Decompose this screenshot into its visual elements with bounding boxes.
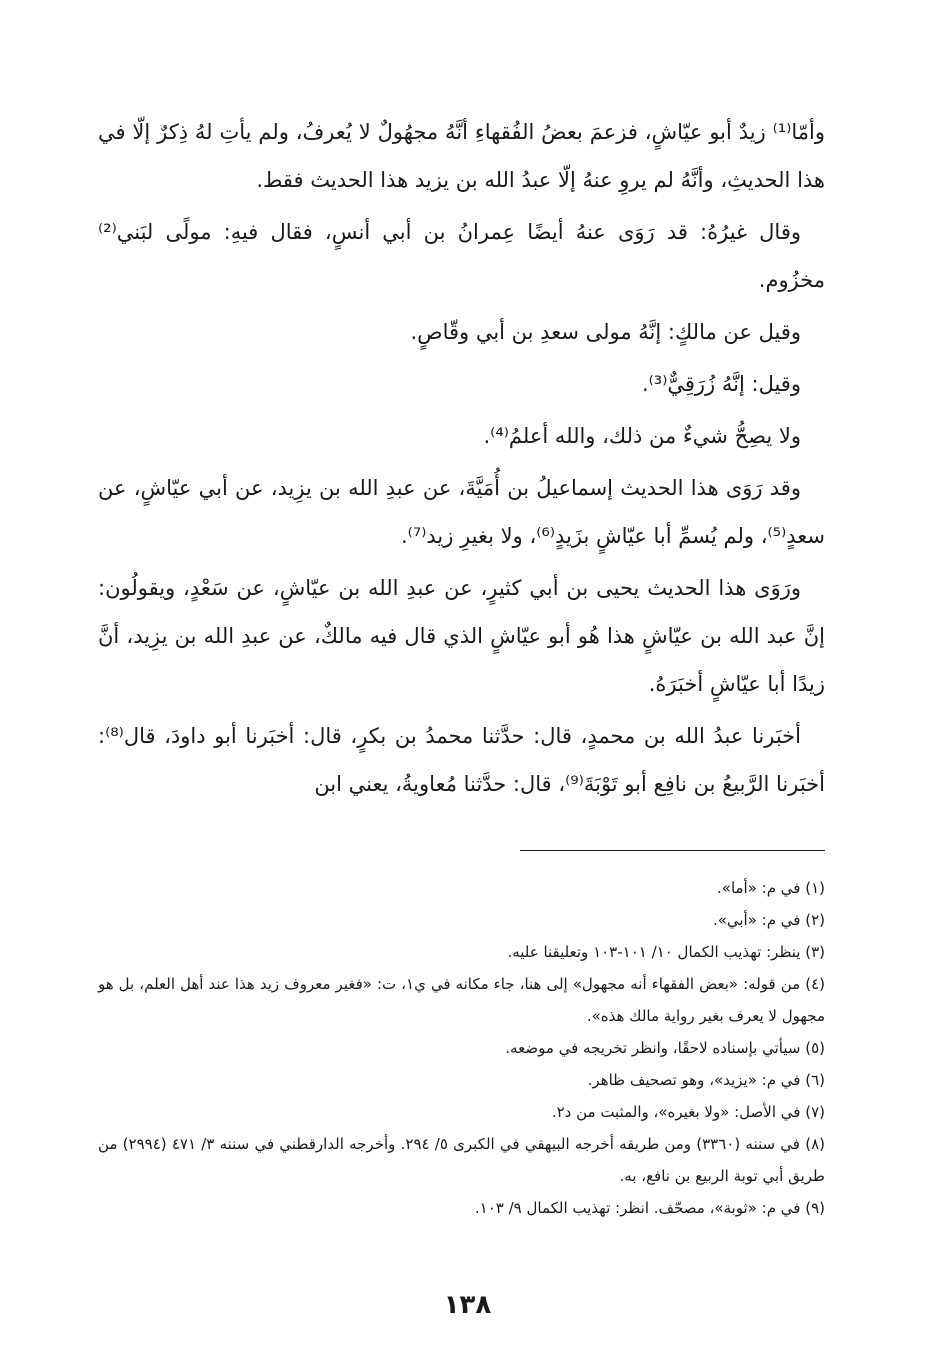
footnote: (٦) في م: «يزيد»، وهو تصحيف ظاهر. (587, 1071, 825, 1089)
footnote-separator (520, 850, 825, 851)
paragraph: ولا يصِحُّ شيءٌ من ذلك، والله أعلمُ⁽⁴⁾. (483, 424, 801, 448)
paragraph: وأمّا⁽¹⁾ زيدٌ أبو عيّاشٍ، فزعمَ بعضُ الفُقهاءِ أنَّهُ مجهُولٌ لا يُعرفُ، ولم يأتِ لهُ ذِكرٌ إلّا في هذا الحديثِ، وأنَّهُ لم يروِ عنهُ إلّا عبدُ الله بن يزيد هذا الحديث فقط. (98, 120, 825, 192)
footnote: (٧) في الأصل: «ولا بغيره»، والمثبت من د٢. (551, 1103, 825, 1121)
footnote: (٨) في سننه (٣٣٦٠) ومن طريقه أخرجه البيهقي في الكبرى ٥/ ٢٩٤. وأخرجه الدارقطني في سننه ٣/ ٤٧١ (٢٩٩٤) من طريق أبي توبة الربيع بن نافع، به. (98, 1135, 825, 1185)
paragraph: وقد رَوَى هذا الحديث إسماعيلُ بن أُمَيَّةَ، عن عبدِ الله بن يزِيد، عن أبي عيّاشٍ، عن سعدٍ⁽⁵⁾، ولم يُسمِّ أبا عيّاشٍ بزَيدٍ⁽⁶⁾، ولا بغيرِ زيد⁽⁷⁾. (98, 476, 825, 548)
footnote: (١) في م: «أما». (717, 879, 825, 897)
paragraph: وقال غيرُهُ: قد رَوَى عنهُ أيضًا عِمرانُ بن أبي أنسٍ، فقال فيهِ: مولًى لبَني⁽²⁾ مخزُوم. (98, 220, 825, 292)
footnote: (٥) سيأتي بإسناده لاحقًا، وانظر تخريجه في موضعه. (505, 1039, 825, 1057)
page-number: ١٣٨ (443, 1290, 492, 1320)
footnotes-section (98, 872, 825, 1224)
paragraph: أخبَرنا عبدُ الله بن محمدٍ، قال: حدَّثنا محمدُ بن بكرٍ، قال: أخبَرنا أبو داودَ، قال⁽⁸⁾: أخبَرنا الرَّبيعُ بن نافِع أبو تَوْبَةَ⁽⁹⁾، قال: حدَّثنا مُعاويةُ، يعني ابن (98, 724, 825, 796)
paragraph: وقيل عن مالكٍ: إنَّهُ مولى سعدِ بن أبي وقّاصٍ. (410, 320, 801, 344)
footnote: (٤) من قوله: «بعض الفقهاء أنه مجهول» إلى هنا، جاء مكانه في ي١، ت: «فغير معروف زيد هذا عند أهل العلم، بل هو مجهول لا يعرف بغير رواية مالك هذه». (98, 975, 825, 1025)
footnote: (٩) في م: «ثوبة»، مصحّف. انظر: تهذيب الكمال ٩/ ١٠٣. (474, 1199, 825, 1217)
main-text-body (98, 108, 825, 812)
paragraph: وقيل: إنَّهُ زُرَقِيٌّ⁽³⁾. (641, 372, 801, 396)
footnote: (٣) ينظر: تهذيب الكمال ١٠/ ١٠١-١٠٣ وتعليقنا عليه. (507, 943, 825, 961)
paragraph: ورَوَى هذا الحديث يحيى بن أبي كثيرٍ، عن عبدِ الله بن عيّاشٍ، عن سَعْدٍ، ويقولُون: إنَّ عبد الله بن عيّاشٍ هذا هُو أبو عيّاشٍ الذي قال فيه مالكٌ، عن عبدِ الله بن يزِيد، أنَّ زيدًا أبا عيّاشٍ أخبَرَهُ. (98, 576, 825, 696)
footnote: (٢) في م: «أبي». (712, 911, 825, 929)
